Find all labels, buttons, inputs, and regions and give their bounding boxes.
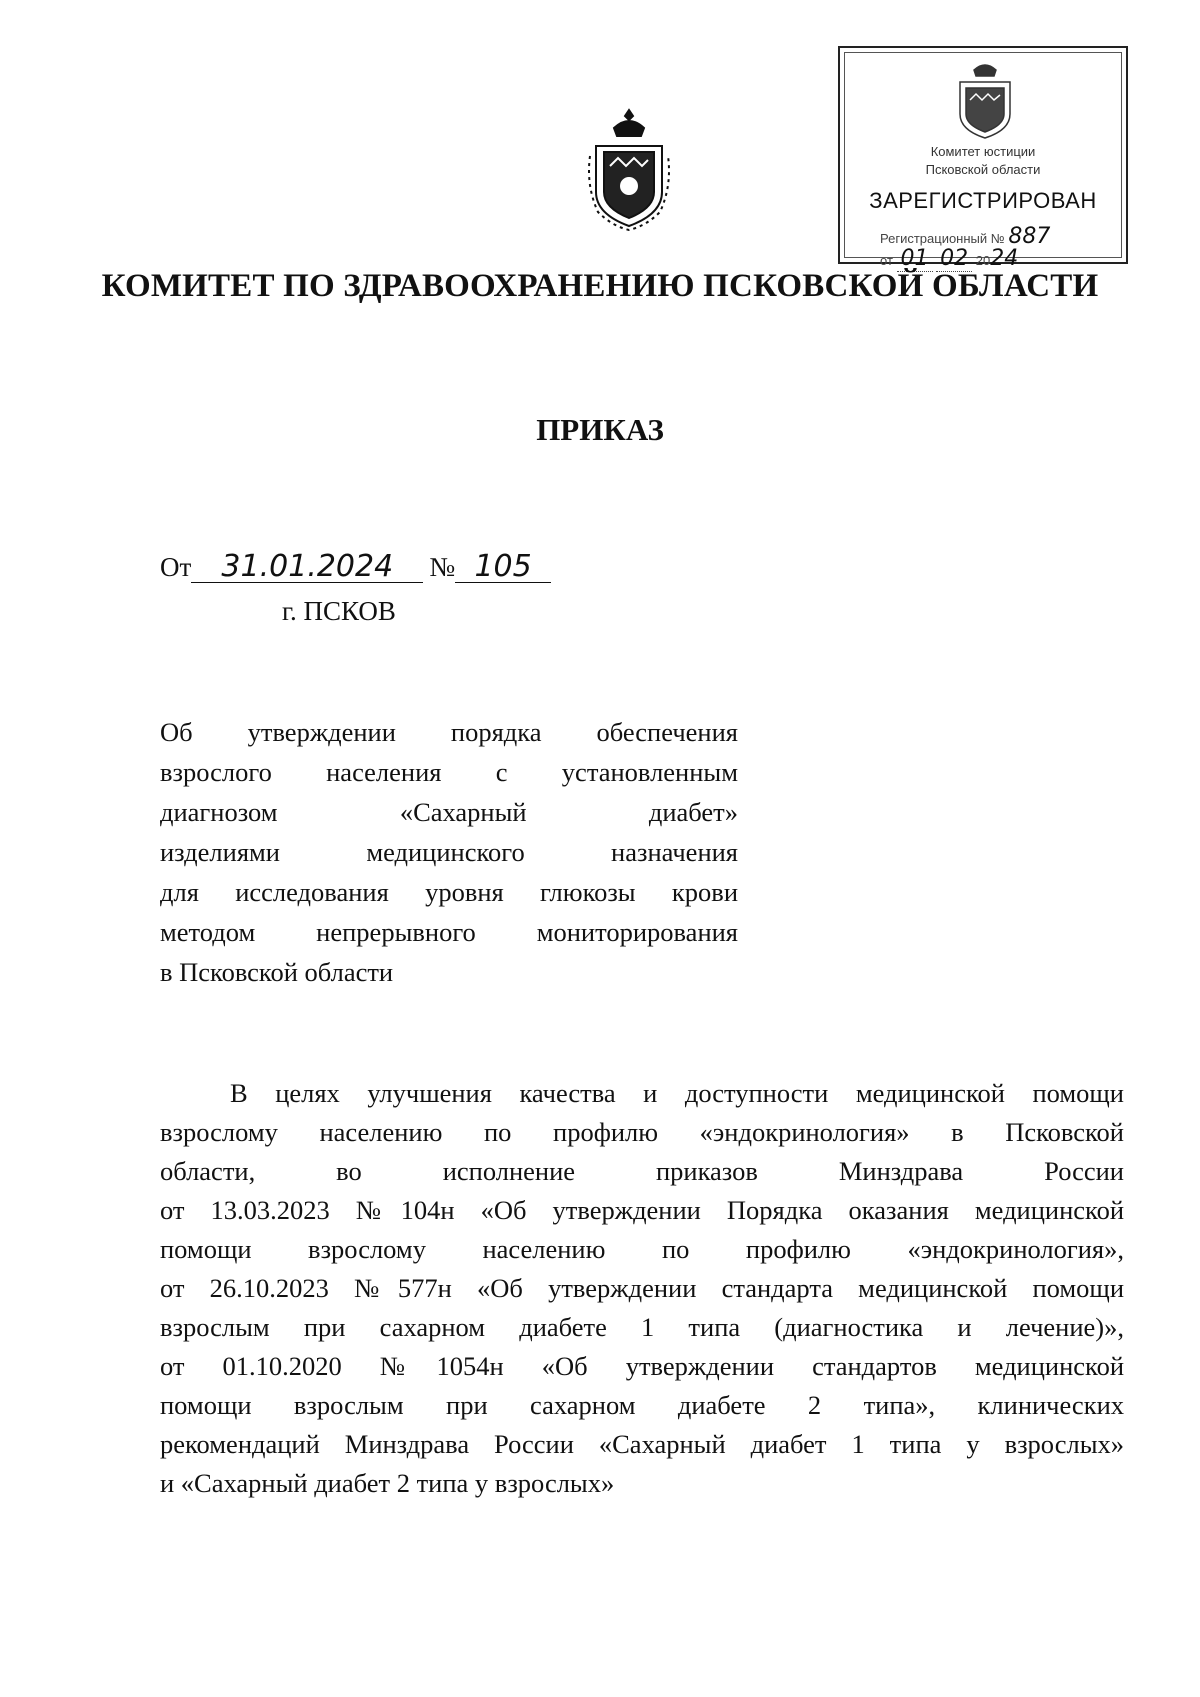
body-line: и «Сахарный диабет 2 типа у взрослых» — [160, 1468, 615, 1498]
subject-line: для исследования уровня глюкозы крови — [160, 877, 738, 907]
number-label: № — [429, 552, 456, 582]
body-line: от 01.10.2020 №1054н «Об утверждении стандартов медицинской — [160, 1351, 1124, 1381]
stamp-reg-label: Регистрационный № — [880, 231, 1005, 246]
order-preamble — [160, 1074, 1124, 1503]
body-line: взрослому населению по профилю «эндокринология» в Псковской — [160, 1117, 1124, 1147]
stamp-date-month: 02 — [940, 246, 969, 271]
order-date-number-line — [160, 549, 551, 584]
subject-line: взрослого населения с установленным — [160, 757, 738, 787]
body-line: помощи взрослым при сахарном диабете 2 типа», клинических — [160, 1390, 1124, 1420]
subject-line: в Псковской области — [160, 957, 394, 987]
committee-heading: КОМИТЕТ ПО ЗДРАВООХРАНЕНИЮ ПСКОВСКОЙ ОБЛАСТИ — [101, 268, 1099, 304]
subject-line: Об утверждении порядка обеспечения — [160, 717, 738, 747]
order-date: 31.01.2024 — [191, 552, 423, 583]
order-subject — [160, 712, 738, 992]
subject-line: методом непрерывного мониторирования — [160, 917, 738, 947]
stamp-date-label: от — [880, 253, 893, 268]
coat-of-arms-emblem — [584, 106, 674, 236]
body-line: В целях улучшения качества и доступности медицинской помощи — [230, 1078, 1124, 1108]
body-line: от 13.03.2023 №104н «Об утверждении Порядка оказания медицинской — [160, 1195, 1124, 1225]
body-line: рекомендаций Минздрава России «Сахарный диабет 1 типа у взрослых» — [160, 1429, 1124, 1459]
subject-line: диагнозом «Сахарный диабет» — [160, 797, 738, 827]
stamp-org-line2: Псковской области — [925, 162, 1041, 177]
stamp-coat-of-arms-emblem — [952, 58, 1018, 144]
stamp-date-year-suffix: 24 — [990, 246, 1019, 271]
body-line: помощи взрослому населению по профилю «эндокринология», — [160, 1234, 1124, 1264]
stamp-date-year-prefix: 20 — [975, 253, 991, 268]
stamp-reg-number: 887 — [1008, 224, 1051, 249]
from-label: От — [160, 552, 192, 582]
registration-stamp — [838, 46, 1128, 271]
stamp-org-line1: Комитет юстиции — [930, 144, 1036, 159]
body-line: от 26.10.2023 №577н «Об утверждении стандарта медицинской помощи — [160, 1273, 1124, 1303]
subject-line: изделиями медицинского назначения — [160, 837, 738, 867]
body-line: взрослым при сахарном диабете 1 типа (диагностика и лечение)», — [160, 1312, 1124, 1342]
stamp-status: ЗАРЕГИСТРИРОВАН — [869, 188, 1097, 213]
document-type-title: ПРИКАЗ — [536, 412, 664, 447]
stamp-date-day: 01 — [900, 246, 929, 271]
city-label: г. ПСКОВ — [282, 596, 396, 626]
body-line: области, во исполнение приказов Минздрава России — [160, 1156, 1124, 1186]
order-number: 105 — [455, 552, 551, 583]
